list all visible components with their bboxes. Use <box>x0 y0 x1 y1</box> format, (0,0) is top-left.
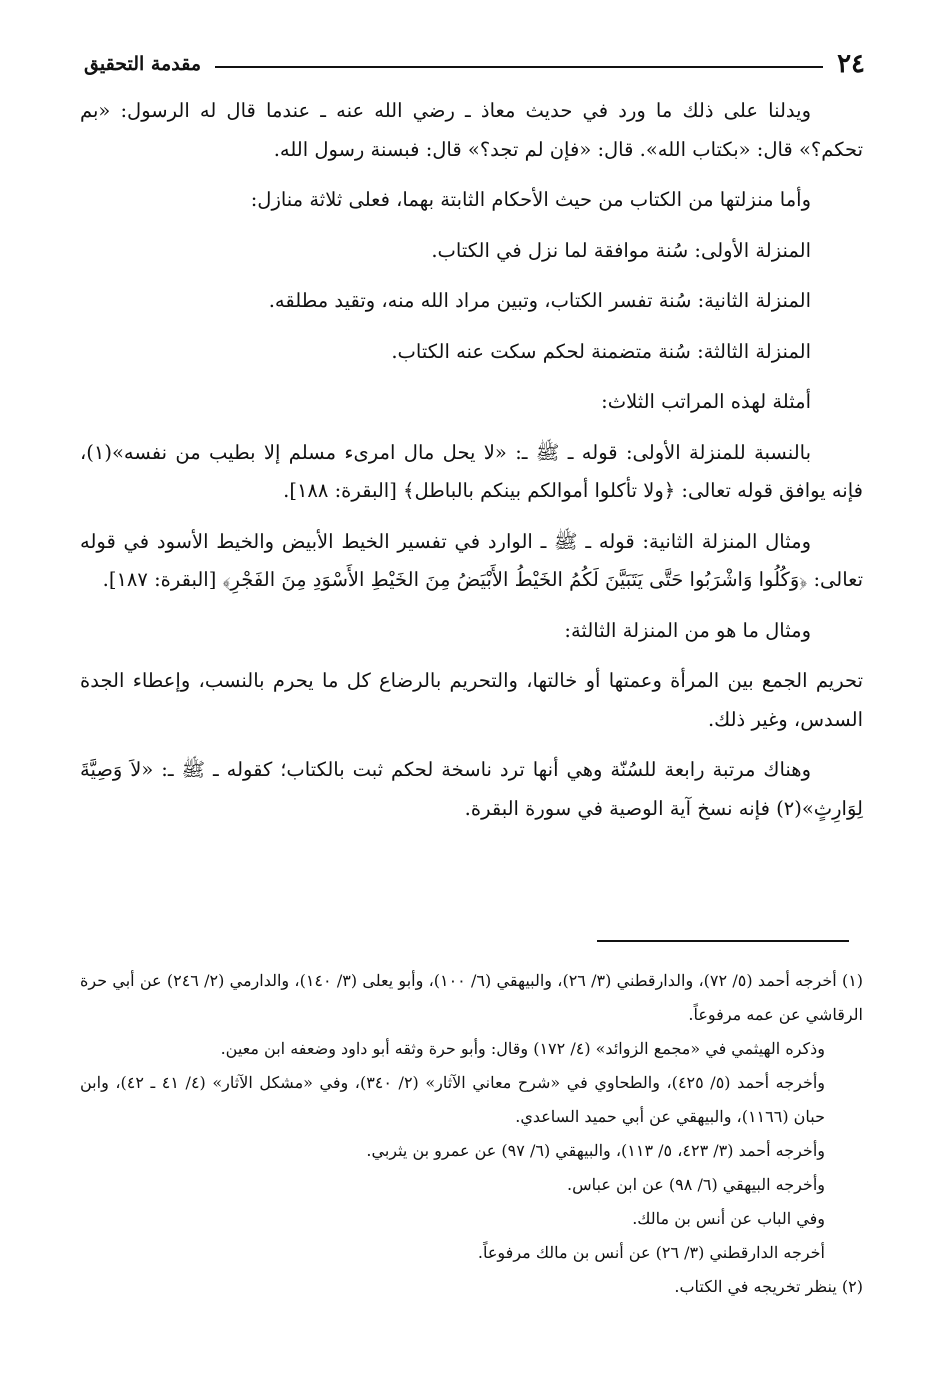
header-rule <box>215 66 823 68</box>
footnotes <box>80 964 863 1304</box>
paragraph-muadh-hadith: ويدلنا على ذلك ما ورد في حديث معاذ ـ رضي الله عنه ـ عندما قال له الرسول: «بم تحكم؟» قال: «بكتاب الله». قال: «فإن لم تجد؟» قال: فبسنة رسول الله. <box>80 99 863 161</box>
footnote-1: (١) أخرجه أحمد (٥/ ٧٢)، والدارقطني (٣/ ٢٦)، والبيهقي (٦/ ١٠٠)، وأبو يعلى (٣/ ١٤٠)، والدارمي (٢/ ٢٤٦) عن أبي حرة الرقاشي عن عمه مرفوعاً. <box>80 971 864 1024</box>
paragraph-first-example: بالنسبة للمنزلة الأولى: قوله ـ ﷺ ـ: «لا يحل مال امرىء مسلم إلا بطيب من نفسه»(١)، فإنه يوافق قوله تعالى: ﴿ولا تأكلوا أموالكم بينكم بالباطل﴾ [البقرة: ١٨٨]. <box>80 440 863 502</box>
footnote-1-anas-chapter: وفي الباب عن أنس بن مالك. <box>632 1209 825 1228</box>
paragraph-fourth-rank: وهناك مرتبة رابعة للسُنّة وهي أنها ترد ناسخة لحكم ثبت بالكتاب؛ كقوله ـ ﷺ ـ: «لاَ وَصِيَّةَ لِوَارِثٍ»(٢) فإنه نسخ آية الوصية في سورة البقرة. <box>80 758 863 820</box>
page-number: ٢٤ <box>837 49 865 79</box>
footnote-1-daraqutni-anas: أخرجه الدارقطني (٣/ ٢٦) عن أنس بن مالك مرفوعاً. <box>477 1243 825 1262</box>
paragraph-three-ranks: وأما منزلتها من الكتاب من حيث الأحكام الثابتة بهما، فعلى ثلاثة منازل: <box>250 188 811 211</box>
footnote-1-amr-yathribi: وأخرجه أحمد (٣/ ٤٢٣، ٥/ ١١٣)، والبيهقي (٦/ ٩٧) عن عمرو بن يثربي. <box>366 1141 825 1160</box>
running-title: مقدمة التحقيق <box>84 53 201 75</box>
paragraph-third-rank: المنزلة الثالثة: سُنة متضمنة لحكم سكت عنه الكتاب. <box>391 339 811 363</box>
footnote-2: (٢) ينظر تخريجه في الكتاب. <box>674 1277 863 1296</box>
paragraph-third-example: تحريم الجمع بين المرأة وعمتها أو خالتها، والتحريم بالرضاع كل ما يحرم بالنسب، وإعطاء الجدة السدس، وغير ذلك. <box>80 669 863 731</box>
paragraph-first-rank: المنزلة الأولى: سُنة موافقة لما نزل في الكتاب. <box>431 238 811 262</box>
paragraph-third-example-heading: ومثال ما هو من المنزلة الثالثة: <box>564 618 811 642</box>
footnote-separator <box>597 940 849 942</box>
paragraph-second-rank: المنزلة الثانية: سُنة تفسر الكتاب، وتبين مراد الله منه، وتقيد مطلقه. <box>268 289 811 312</box>
main-text <box>80 92 863 840</box>
footnote-1-haythami: وذكره الهيثمي في «مجمع الزوائد» (٤/ ١٧٢) وقال: وأبو حرة وثقه أبو داود وضعفه ابن معين. <box>220 1039 825 1058</box>
paragraph-examples-heading: أمثلة لهذه المراتب الثلاث: <box>601 390 811 413</box>
footnote-1-ibn-abbas: وأخرجه البيهقي (٦/ ٩٨) عن ابن عباس. <box>567 1175 825 1194</box>
paragraph-second-example: ومثال المنزلة الثانية: قوله ـ ﷺ ـ الوارد في تفسير الخيط الأبيض والخيط الأسود في قوله تعالى: ﴿وَكُلُوا وَاشْرَبُوا حَتَّى يَتَبَيَّنَ لَكُمُ الخَيْطُ الأَبْيَضُ مِنَ الخَيْطِ الأَسْوَدِ مِنَ الفَجْرِ﴾ [البقرة: ١٨٧]. <box>80 529 863 591</box>
footnote-1-ahmad-tahawi: وأخرجه أحمد (٥/ ٤٢٥)، والطحاوي في «شرح معاني الآثار» (٢/ ٣٤٠)، وفي «مشكل الآثار» (٤/ ٤١ ـ ٤٢)، وابن حبان (١١٦٦)، والبيهقي عن أبي حميد الساعدي. <box>80 1073 826 1126</box>
page-header <box>84 44 865 84</box>
